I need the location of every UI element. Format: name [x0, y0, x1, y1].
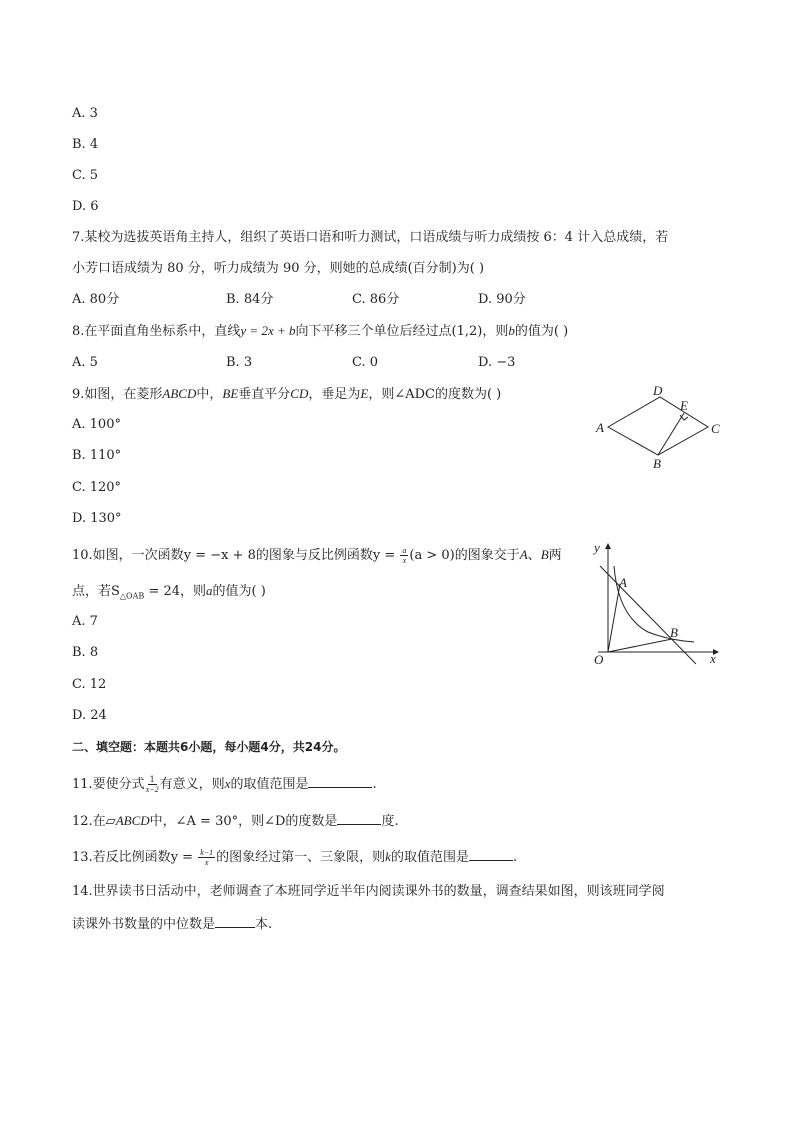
q9-option-c: C. 120°: [72, 480, 122, 495]
q13-stem: 13.若反比例函数y = $\frac{k-1}{x}$ 的图象经过第一、三象限，则k的取值范围是 .: [72, 848, 518, 867]
label-y: y: [594, 540, 600, 555]
q12-answer-blank[interactable]: [337, 812, 381, 825]
q10-option-d: D. 24: [72, 708, 107, 723]
q10-fraction: $\frac{a}{x}$: [402, 546, 407, 565]
q10-option-a: A. 7: [72, 614, 98, 629]
q8-option-b: B. 3: [226, 355, 253, 370]
q9-option-b: B. 110°: [72, 448, 122, 463]
q7-option-d: D. 90分: [478, 292, 526, 307]
label-c: C: [711, 421, 720, 436]
segment-be: [658, 413, 684, 455]
label-a: A: [596, 420, 604, 435]
label-e: E: [680, 398, 688, 413]
q10-stem-line1: 10.如图，一次函数y = −x + 8的图象与反比例函数y = $\frac{a}{x}$ (a > 0)的图象交于A、B两: [72, 546, 562, 565]
q8-option-c: C. 0: [352, 355, 379, 370]
q13-answer-blank[interactable]: [469, 848, 513, 861]
label-b: B: [670, 625, 678, 640]
q14-answer-blank[interactable]: [215, 915, 255, 928]
q11-stem: 11.要使分式 $\frac{1}{x-2}$ 有意义，则x的取值范围是 .: [72, 775, 377, 794]
q7-stem-line1: 7.某校为选拔英语角主持人，组织了英语口语和听力测试，口语成绩与听力成绩按 6：4 计入总成绩，若: [72, 230, 669, 245]
q8-stem: 8.在平面直角坐标系中，直线y = 2x + b向下平移三个单位后经过点(1,2)，则b的值为( ): [72, 323, 569, 339]
q6-option-b: B. 4: [72, 137, 99, 152]
q14-stem-line1: 14.世界读书日活动中，老师调查了本班同学近半年内阅读课外书的数量，调查结果如图，则该班同学阅: [72, 884, 665, 899]
q9-stem: 9.如图，在菱形ABCD中，BE垂直平分CD，垂足为E，则∠ADC的度数为( ): [72, 386, 502, 402]
label-o: O: [594, 652, 604, 667]
function-graph-figure: [588, 536, 728, 670]
label-b: B: [653, 456, 661, 471]
label-d: D: [653, 383, 663, 398]
q9-option-d: D. 130°: [72, 511, 122, 526]
q11-fraction: $\frac{1}{x-2}$: [145, 775, 159, 794]
q10-stem-line2: 点，若$S_{\triangle OAB} = 24$，则a的值为( ): [72, 583, 266, 601]
q7-option-c: C. 86分: [352, 292, 400, 307]
segment-oa: [608, 584, 620, 652]
q10-option-c: C. 12: [72, 677, 107, 692]
label-a: A: [619, 575, 627, 590]
q10-option-b: B. 8: [72, 645, 99, 660]
q6-option-d: D. 6: [72, 199, 99, 214]
label-x: x: [710, 651, 716, 666]
q12-stem: 12.在▱ABCD中，∠A = 30°，则∠D的度数是 度.: [72, 813, 399, 829]
q8-option-a: A. 5: [72, 355, 98, 370]
q11-answer-blank[interactable]: [308, 775, 372, 788]
q6-option-a: A. 3: [72, 106, 98, 121]
q7-option-a: A. 80分: [72, 292, 120, 307]
q7-stem-line2: 小芳口语成绩为 80 分，听力成绩为 90 分，则她的总成绩(百分制)为( ): [72, 261, 485, 276]
q13-fraction: $\frac{k-1}{x}$: [200, 848, 214, 867]
q7-option-b: B. 84分: [226, 292, 274, 307]
q6-option-c: C. 5: [72, 168, 99, 183]
q9-option-a: A. 100°: [72, 417, 121, 432]
rhombus-outline: [608, 397, 708, 455]
q14-stem-line2: 读课外书数量的中位数是 本.: [72, 917, 273, 932]
rhombus-figure: [590, 382, 730, 477]
section-2-heading: 二、填空题：本题共6小题，每小题4分，共24分。: [72, 740, 346, 754]
q8-option-d: D. −3: [478, 355, 516, 370]
segment-ob: [608, 639, 672, 652]
